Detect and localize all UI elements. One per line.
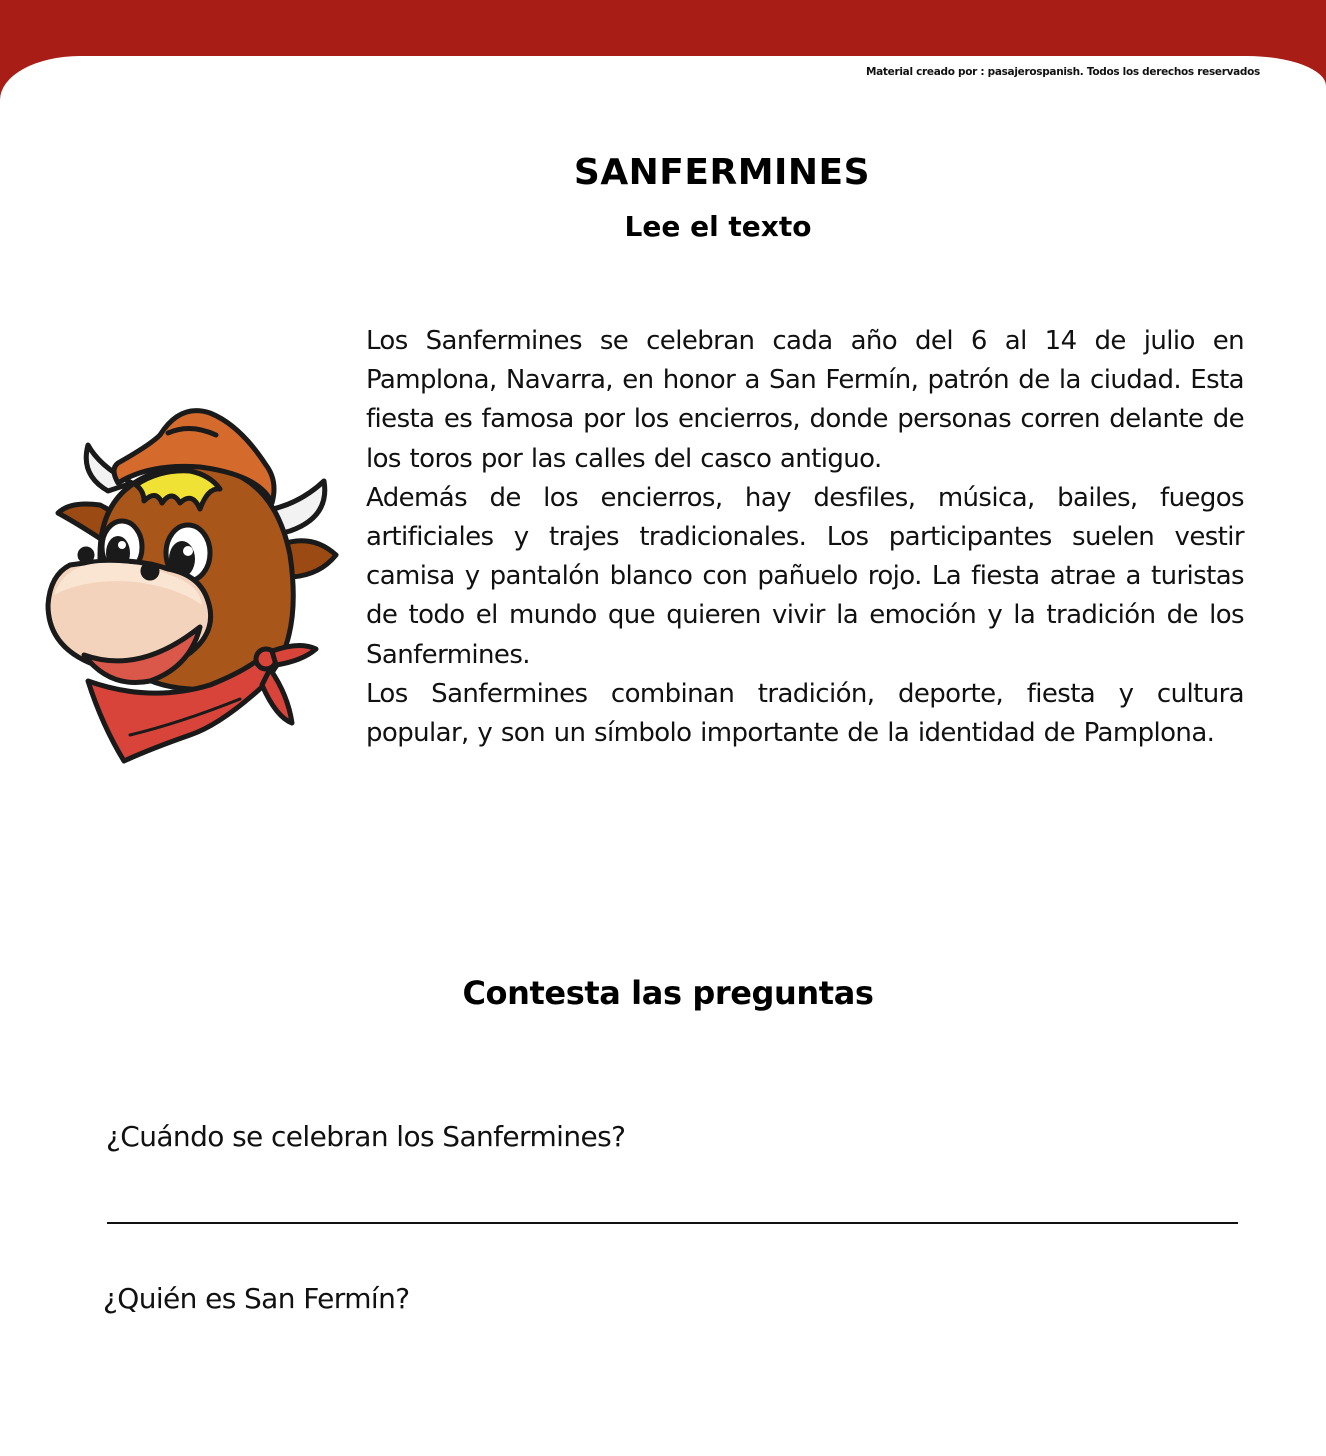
copyright-credit: Material creado por : pasajerospanish. Todos los derechos reservados (866, 66, 1260, 78)
bull-mascot-icon (40, 405, 340, 765)
answer-line-1[interactable] (107, 1222, 1238, 1224)
bull-illustration (40, 405, 340, 765)
questions-heading: Contesta las preguntas (462, 974, 874, 1012)
reading-text (366, 322, 1244, 753)
reading-paragraph: Los Sanfermines combinan tradición, deporte, fiesta y cultura popular, y son un símbolo importante de la identidad de Pamplona. (366, 678, 1244, 749)
reading-paragraph: Además de los encierros, hay desfiles, música, bailes, fuegos artificiales y trajes tradicionales. Los participantes suelen vestir camisa y pantalón blanco con pañuelo rojo. La fiesta atrae a turistas de todo el mundo que quieren vivir la emoción y la tradición de los Sanfermines. (366, 482, 1244, 670)
reading-paragraph: Los Sanfermines se celebran cada año del 6 al 14 de julio en Pamplona, Navarra, en honor a San Fermín, patrón de la ciudad. Esta fiesta es famosa por los encierros, donde personas corren delante de los toros por las calles del casco antiguo. (366, 326, 1244, 474)
question-1: ¿Cuándo se celebran los Sanfermines? (106, 1120, 626, 1153)
page-subtitle: Lee el texto (624, 210, 812, 243)
page-title: SANFERMINES (573, 152, 871, 193)
question-2: ¿Quién es San Fermín? (103, 1282, 410, 1315)
